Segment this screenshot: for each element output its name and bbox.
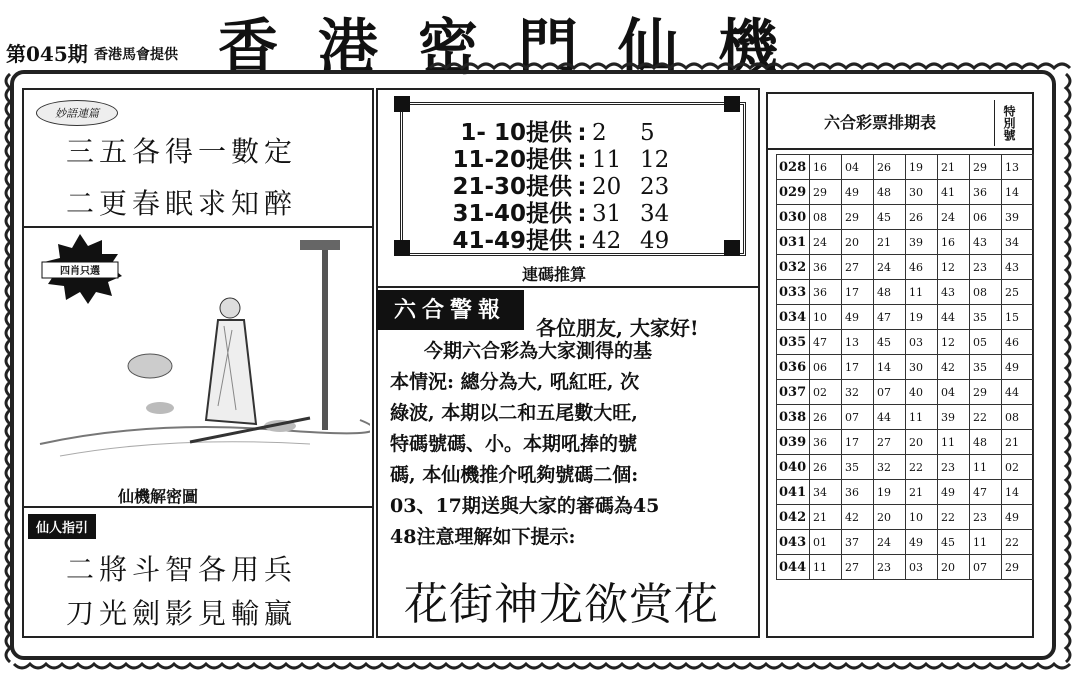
row-number: 36 bbox=[810, 280, 842, 305]
range-value: 12 bbox=[640, 147, 670, 173]
row-issue: 036 bbox=[777, 355, 810, 380]
range-value: 23 bbox=[640, 174, 670, 200]
corner-ornament bbox=[724, 240, 740, 256]
row-number: 20 bbox=[938, 555, 970, 580]
row-number: 17 bbox=[842, 280, 874, 305]
row-number: 32 bbox=[842, 380, 874, 405]
row-number: 45 bbox=[938, 530, 970, 555]
closing-phrase: 花街神龙欲赏花 bbox=[404, 579, 719, 630]
paragraph-line: 03、17期送與大家的審碼為45 bbox=[390, 495, 660, 517]
greeting-text: 各位朋友, 大家好! bbox=[536, 316, 699, 340]
divider bbox=[766, 148, 1034, 150]
warning-label: 六合警報 bbox=[376, 290, 524, 330]
row-number: 11 bbox=[970, 455, 1002, 480]
table-row bbox=[777, 480, 1034, 505]
row-number: 08 bbox=[1002, 405, 1034, 430]
row-number: 30 bbox=[906, 355, 938, 380]
row-number: 11 bbox=[970, 530, 1002, 555]
row-number: 35 bbox=[970, 305, 1002, 330]
range-label: 21-30提供 bbox=[452, 174, 572, 200]
row-number: 43 bbox=[1002, 255, 1034, 280]
range-label: 41-49提供 bbox=[452, 228, 572, 254]
row-issue: 037 bbox=[777, 380, 810, 405]
paragraph-line: 48注意理解如下提示: bbox=[390, 526, 576, 548]
range-colon: : bbox=[577, 174, 587, 200]
row-number: 11 bbox=[906, 280, 938, 305]
row-number: 36 bbox=[810, 255, 842, 280]
paragraph-line: 本情況: 總分為大, 吼紅旺, 次 bbox=[390, 371, 640, 393]
table-row bbox=[777, 430, 1034, 455]
row-number: 11 bbox=[810, 555, 842, 580]
row-number: 49 bbox=[842, 180, 874, 205]
row-number: 14 bbox=[874, 355, 906, 380]
row-number: 13 bbox=[1002, 155, 1034, 180]
table-row bbox=[777, 380, 1034, 405]
corner-ornament bbox=[394, 240, 410, 256]
row-number: 29 bbox=[1002, 555, 1034, 580]
row-number: 26 bbox=[810, 405, 842, 430]
range-label: 31-40提供 bbox=[452, 201, 572, 227]
row-number: 44 bbox=[938, 305, 970, 330]
ranges-caption: 連碼推算 bbox=[522, 265, 587, 284]
row-number: 27 bbox=[842, 255, 874, 280]
row-number: 44 bbox=[874, 405, 906, 430]
range-value: 31 bbox=[592, 201, 622, 227]
row-number: 46 bbox=[1002, 330, 1034, 355]
row-number: 29 bbox=[970, 380, 1002, 405]
range-value: 49 bbox=[640, 228, 670, 254]
row-number: 07 bbox=[842, 405, 874, 430]
row-number: 49 bbox=[906, 530, 938, 555]
seal-label: 四肖只選 bbox=[60, 266, 100, 277]
row-number: 26 bbox=[810, 455, 842, 480]
row-number: 03 bbox=[906, 330, 938, 355]
row-number: 27 bbox=[874, 430, 906, 455]
table-row bbox=[777, 530, 1034, 555]
row-number: 21 bbox=[810, 505, 842, 530]
divider bbox=[22, 226, 374, 228]
top-verse-label: 妙語連篇 bbox=[36, 100, 118, 126]
row-number: 11 bbox=[938, 430, 970, 455]
row-number: 15 bbox=[1002, 305, 1034, 330]
table-row bbox=[777, 180, 1034, 205]
row-number: 24 bbox=[874, 530, 906, 555]
range-value: 42 bbox=[592, 228, 622, 254]
row-number: 40 bbox=[906, 380, 938, 405]
row-issue: 040 bbox=[777, 455, 810, 480]
row-number: 48 bbox=[874, 280, 906, 305]
range-colon: : bbox=[577, 201, 587, 227]
row-number: 21 bbox=[1002, 430, 1034, 455]
row-issue: 042 bbox=[777, 505, 810, 530]
corner-ornament bbox=[394, 96, 410, 112]
row-issue: 039 bbox=[777, 430, 810, 455]
row-number: 48 bbox=[970, 430, 1002, 455]
row-number: 39 bbox=[906, 230, 938, 255]
row-number: 07 bbox=[874, 380, 906, 405]
row-issue: 034 bbox=[777, 305, 810, 330]
row-number: 29 bbox=[970, 155, 1002, 180]
row-number: 04 bbox=[938, 380, 970, 405]
row-number: 45 bbox=[874, 330, 906, 355]
row-number: 37 bbox=[842, 530, 874, 555]
row-number: 27 bbox=[842, 555, 874, 580]
table-row bbox=[777, 230, 1034, 255]
row-number: 02 bbox=[810, 380, 842, 405]
row-number: 49 bbox=[1002, 355, 1034, 380]
row-number: 05 bbox=[970, 330, 1002, 355]
row-number: 17 bbox=[842, 430, 874, 455]
range-colon: : bbox=[577, 120, 587, 146]
range-value: 11 bbox=[592, 147, 622, 173]
top-poem-line-2: 二更春眠求知醉 bbox=[66, 187, 298, 220]
row-number: 36 bbox=[810, 430, 842, 455]
row-number: 23 bbox=[874, 555, 906, 580]
row-number: 14 bbox=[1002, 480, 1034, 505]
row-number: 12 bbox=[938, 330, 970, 355]
row-number: 06 bbox=[970, 205, 1002, 230]
row-number: 04 bbox=[842, 155, 874, 180]
table-row bbox=[777, 280, 1034, 305]
row-number: 10 bbox=[906, 505, 938, 530]
row-number: 17 bbox=[842, 355, 874, 380]
row-number: 42 bbox=[842, 505, 874, 530]
row-number: 49 bbox=[938, 480, 970, 505]
divider bbox=[376, 286, 760, 288]
row-issue: 038 bbox=[777, 405, 810, 430]
row-number: 46 bbox=[906, 255, 938, 280]
row-number: 41 bbox=[938, 180, 970, 205]
table-row bbox=[777, 205, 1034, 230]
row-number: 36 bbox=[970, 180, 1002, 205]
row-number: 24 bbox=[874, 255, 906, 280]
divider bbox=[22, 506, 374, 508]
row-issue: 029 bbox=[777, 180, 810, 205]
row-number: 13 bbox=[842, 330, 874, 355]
range-label: 1- 10提供 bbox=[460, 120, 572, 146]
paragraph-line: 今期六合彩為大家測得的基 bbox=[424, 340, 653, 362]
row-number: 14 bbox=[1002, 180, 1034, 205]
row-issue: 030 bbox=[777, 205, 810, 230]
row-issue: 044 bbox=[777, 555, 810, 580]
row-number: 29 bbox=[810, 180, 842, 205]
row-number: 22 bbox=[970, 405, 1002, 430]
row-number: 43 bbox=[970, 230, 1002, 255]
row-number: 21 bbox=[938, 155, 970, 180]
row-number: 35 bbox=[970, 355, 1002, 380]
row-number: 30 bbox=[906, 180, 938, 205]
row-number: 42 bbox=[938, 355, 970, 380]
row-number: 08 bbox=[810, 205, 842, 230]
row-number: 26 bbox=[874, 155, 906, 180]
paragraph-line: 綠波, 本期以二和五尾數大旺, bbox=[390, 402, 638, 424]
row-issue: 033 bbox=[777, 280, 810, 305]
row-number: 01 bbox=[810, 530, 842, 555]
row-number: 25 bbox=[1002, 280, 1034, 305]
provider-label: 香港馬會提供 bbox=[94, 47, 178, 63]
issue-number: 第045期 bbox=[6, 42, 88, 66]
table-row bbox=[777, 405, 1034, 430]
row-issue: 032 bbox=[777, 255, 810, 280]
table-row bbox=[777, 505, 1034, 530]
row-number: 19 bbox=[906, 155, 938, 180]
table-row bbox=[777, 455, 1034, 480]
row-number: 24 bbox=[810, 230, 842, 255]
row-number: 39 bbox=[1002, 205, 1034, 230]
row-number: 24 bbox=[938, 205, 970, 230]
row-number: 32 bbox=[874, 455, 906, 480]
range-row bbox=[414, 222, 688, 255]
row-number: 02 bbox=[1002, 455, 1034, 480]
row-number: 43 bbox=[938, 280, 970, 305]
row-number: 19 bbox=[906, 305, 938, 330]
row-number: 23 bbox=[970, 255, 1002, 280]
row-number: 47 bbox=[810, 330, 842, 355]
page-title: 香港密門仙機 bbox=[218, 13, 818, 83]
row-number: 20 bbox=[906, 430, 938, 455]
row-number: 23 bbox=[970, 505, 1002, 530]
row-number: 20 bbox=[842, 230, 874, 255]
row-issue: 043 bbox=[777, 530, 810, 555]
bottom-poem-line-2: 刀光劍影見輸贏 bbox=[66, 597, 298, 630]
row-number: 19 bbox=[874, 480, 906, 505]
row-number: 03 bbox=[906, 555, 938, 580]
row-issue: 035 bbox=[777, 330, 810, 355]
row-number: 21 bbox=[906, 480, 938, 505]
row-number: 48 bbox=[874, 180, 906, 205]
row-number: 10 bbox=[810, 305, 842, 330]
range-colon: : bbox=[577, 147, 587, 173]
row-issue: 028 bbox=[777, 155, 810, 180]
history-table bbox=[776, 154, 1034, 580]
row-number: 22 bbox=[906, 455, 938, 480]
image-caption: 仙機解密圖 bbox=[118, 487, 199, 506]
range-value: 20 bbox=[592, 174, 622, 200]
row-number: 34 bbox=[810, 480, 842, 505]
row-number: 47 bbox=[874, 305, 906, 330]
table-row bbox=[777, 155, 1034, 180]
row-number: 49 bbox=[1002, 505, 1034, 530]
row-number: 34 bbox=[1002, 230, 1034, 255]
row-number: 29 bbox=[842, 205, 874, 230]
top-poem-line-1: 三五各得一數定 bbox=[66, 135, 298, 168]
table-row bbox=[777, 305, 1034, 330]
row-number: 35 bbox=[842, 455, 874, 480]
guide-label: 仙人指引 bbox=[28, 514, 96, 539]
table-row bbox=[777, 355, 1034, 380]
table-row bbox=[777, 330, 1034, 355]
row-number: 26 bbox=[906, 205, 938, 230]
range-value: 2 bbox=[592, 120, 607, 146]
row-issue: 031 bbox=[777, 230, 810, 255]
row-number: 11 bbox=[906, 405, 938, 430]
range-value: 5 bbox=[640, 120, 655, 146]
table-title: 六合彩票排期表 bbox=[823, 113, 936, 132]
bottom-poem-line-1: 二將斗智各用兵 bbox=[66, 553, 298, 586]
row-number: 22 bbox=[1002, 530, 1034, 555]
row-number: 47 bbox=[970, 480, 1002, 505]
row-number: 45 bbox=[874, 205, 906, 230]
row-number: 07 bbox=[970, 555, 1002, 580]
table-row bbox=[777, 555, 1034, 580]
range-value: 34 bbox=[640, 201, 670, 227]
row-number: 39 bbox=[938, 405, 970, 430]
row-number: 16 bbox=[810, 155, 842, 180]
row-number: 23 bbox=[938, 455, 970, 480]
row-number: 44 bbox=[1002, 380, 1034, 405]
row-number: 16 bbox=[938, 230, 970, 255]
row-number: 20 bbox=[874, 505, 906, 530]
row-number: 36 bbox=[842, 480, 874, 505]
table-row bbox=[777, 255, 1034, 280]
table-tag: 特別號 bbox=[994, 100, 1023, 146]
range-colon: : bbox=[577, 228, 587, 254]
row-number: 08 bbox=[970, 280, 1002, 305]
paragraph-line: 碼, 本仙機推介吼夠號碼二個: bbox=[390, 464, 639, 486]
range-label: 11-20提供 bbox=[452, 147, 572, 173]
paragraph-line: 特碼號碼、小。本期吼捧的號 bbox=[390, 433, 638, 455]
row-number: 12 bbox=[938, 255, 970, 280]
monk-illustration bbox=[30, 230, 370, 502]
row-issue: 041 bbox=[777, 480, 810, 505]
corner-ornament bbox=[724, 96, 740, 112]
row-number: 49 bbox=[842, 305, 874, 330]
row-number: 22 bbox=[938, 505, 970, 530]
row-number: 21 bbox=[874, 230, 906, 255]
row-number: 06 bbox=[810, 355, 842, 380]
